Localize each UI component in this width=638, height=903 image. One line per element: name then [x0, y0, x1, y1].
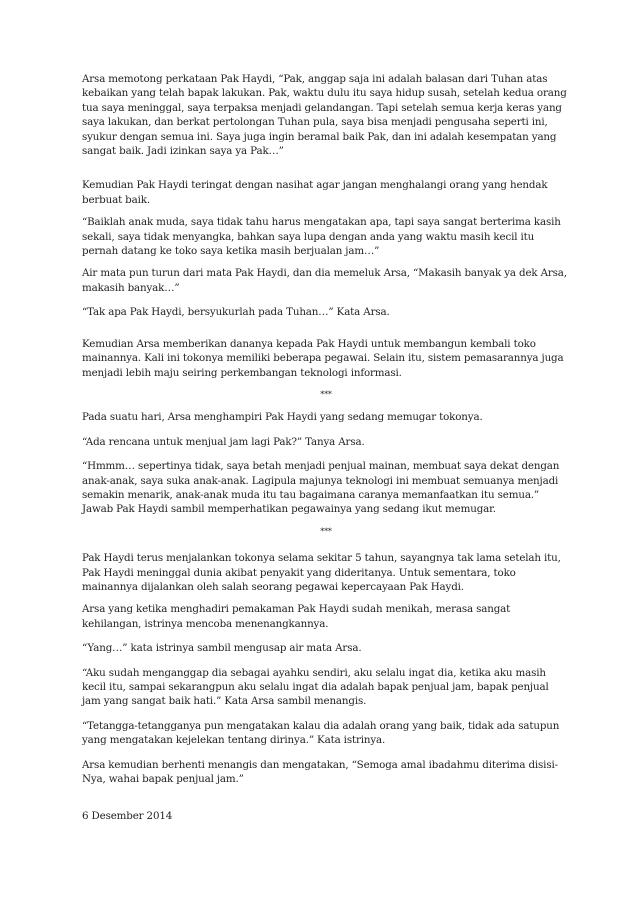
paragraph: “Ada rencana untuk menjual jam lagi Pak?” Tanya Arsa.	[82, 435, 365, 448]
paragraph: Pada suatu hari, Arsa menghampiri Pak Haydi yang sedang memugar tokonya.	[82, 411, 483, 424]
paragraph: Pak Haydi terus menjalankan tokonya selama sekitar 5 tahun, sayangnya tak lama setelah itu, Pak Haydi meninggal dunia akibat penyakit yang dideritanya. Untuk sementara, toko mainannya dijalankan oleh salah seorang pegawai kepercayaan Pak Haydi.	[82, 552, 561, 593]
paragraph: Arsa memotong perkataan Pak Haydi, “Pak, anggap saja ini adalah balasan dari Tuhan atas kebaikan yang telah bapak lakukan. Pak, waktu dulu itu saya hidup susah, setelah kedua orang tua saya meninggal, saya terpaksa menjadi gelandangan. Tapi setelah semua kerja keras yang saya lakukan, dan berkat pertolongan Tuhan pula, saya bisa menjadi pengusaha seperti ini, syukur dengan semua ini. Saya juga ingin beramal baik Pak, dan ini adalah kesempatan yang sangat baik. Jadi izinkan saya ya Pak…”	[82, 73, 567, 158]
paragraph: “Tak apa Pak Haydi, bersyukurlah pada Tuhan…” Kata Arsa.	[82, 306, 390, 319]
paragraph: “Yang…” kata istrinya sambil mengusap air mata Arsa.	[82, 642, 362, 655]
paragraph: Kemudian Arsa memberikan dananya kepada Pak Haydi untuk membangun kembali toko mainannya. Kali ini tokonya memiliki beberapa pegawai. Selain itu, sistem pemasarannya juga menjadi lebih maju seiring perkembangan teknologi informasi.	[82, 337, 564, 379]
paragraph: “Aku sudah menganggap dia sebagai ayahku sendiri, aku selalu ingat dia, ketika aku masih kecil itu, sampai sekarangpun aku selalu ingat dia adalah bapak penjual jam, bapak penjual jam yang sangat baik hati.” Kata Arsa sambil menangis.	[82, 666, 549, 708]
section-separator: ***	[320, 526, 332, 536]
document-date: 6 Desember 2014	[82, 810, 173, 822]
paragraph: “Tetangga-tetangganya pun mengatakan kalau dia adalah orang yang baik, tidak ada satupun yang mengatakan kejelekan tentang dirinya.” Kata istrinya.	[82, 719, 560, 747]
paragraph: Kemudian Pak Haydi teringat dengan nasihat agar jangan menghalangi orang yang hendak berbuat baik.	[82, 179, 548, 206]
story-text	[82, 72, 570, 786]
paragraph: Arsa kemudian berhenti menangis dan mengatakan, “Semoga amal ibadahmu diterima disisi-Nya, wahai bapak penjual jam.”	[82, 758, 558, 786]
paragraph: Arsa yang ketika menghadiri pemakaman Pak Haydi sudah menikah, merasa sangat kehilangan, istrinya mencoba menenangkannya.	[82, 603, 511, 630]
paragraph: Air mata pun turun dari mata Pak Haydi, dan dia memeluk Arsa, “Makasih banyak ya dek Arsa, makasih banyak…”	[82, 267, 567, 294]
paragraph: “Baiklah anak muda, saya tidak tahu harus mengatakan apa, tapi saya sangat berterima kasih sekali, saya tidak menyangka, bahkan saya lupa dengan anda yang waktu masih kecil itu pernah datang ke toko saya ketika masih berjualan jam…”	[82, 216, 561, 258]
paragraph: “Hmmm… sepertinya tidak, saya betah menjadi penjual mainan, membuat saya dekat dengan anak-anak, saya suka anak-anak. Lagipula majunya teknologi ini membuat semuanya menjadi semakin menarik, anak-anak muda itu tau bagaimana caranya memanfaatkan itu semua.” Jawab Pak Haydi sambil memperhatikan pegawainya yang sedang ikut memugar.	[82, 460, 560, 516]
section-separator: ***	[320, 389, 332, 399]
